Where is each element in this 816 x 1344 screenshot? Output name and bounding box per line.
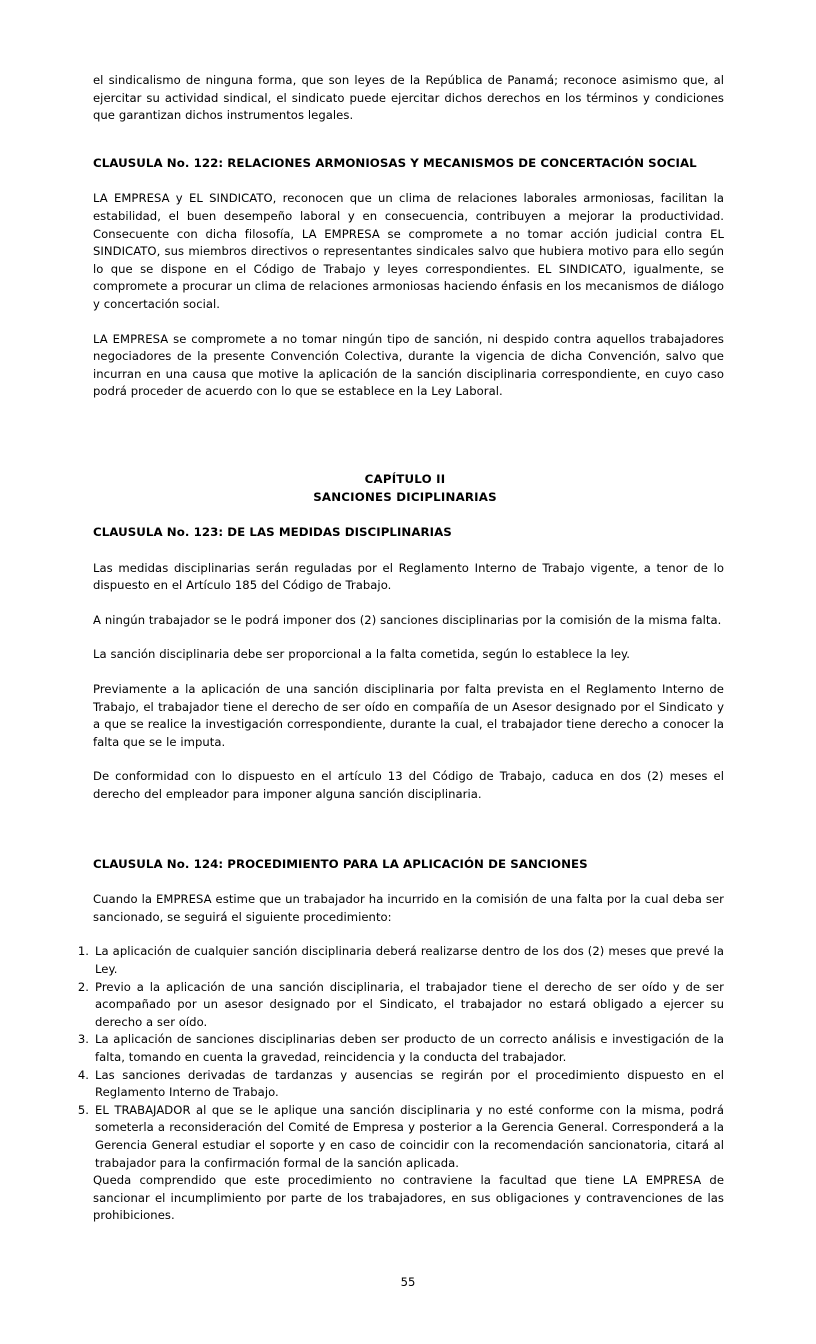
clause-123-paragraph-1: Las medidas disciplinarias serán reguladas por el Reglamento Interno de Trabajo vigente, a tenor de lo dispuesto en el Artículo 185 del Código de Trabajo.: [93, 560, 724, 593]
page-number: 55: [400, 1275, 416, 1289]
spacer: [93, 125, 724, 155]
procedure-list: [69, 943, 724, 1172]
spacer: [93, 629, 724, 646]
chapter-title: SANCIONES DICIPLINARIAS: [313, 489, 497, 504]
clause-124-heading: CLAUSULA No. 124: PROCEDIMIENTO PARA LA APLICACIÓN DE SANCIONES: [93, 856, 588, 871]
spacer: [93, 314, 724, 331]
clause-122-paragraph-1: LA EMPRESA y EL SINDICATO, reconocen que un clima de relaciones laborales armoniosas, facilitan la estabilidad, el buen desempeño laboral y en consecuencia, contribuyen a mejorar la productividad. Consecuente con dicha filosofía, LA EMPRESA se compromete a no tomar acción judicial contra EL SINDICATO, sus miembros directivos o representantes sindicales salvo que hubiera motivo para ello según lo que se dispone en el Código de Trabajo y leyes correspondientes. EL SINDICATO, igualmente, se compromete a procurar un clima de relaciones armoniosas haciendo énfasis en los mecanismos de diálogo y concertación social.: [93, 191, 724, 311]
intro-paragraph: el sindicalismo de ninguna forma, que son leyes de la República de Panamá; reconoce asimismo que, al ejercitar su actividad sindical, el sindicato puede ejercitar dichos derechos en los términos y condiciones que garantizan dichos instrumentos legales.: [93, 73, 724, 123]
spacer: [93, 804, 724, 856]
spacer: [93, 926, 724, 943]
spacer: [93, 873, 724, 891]
clause-122-heading: CLAUSULA No. 122: RELACIONES ARMONIOSAS Y MECANISMOS DE CONCERTACIÓN SOCIAL: [93, 155, 697, 170]
procedure-list-wrapper: [69, 943, 724, 1172]
list-item: La aplicación de sanciones disciplinarias deben ser producto de un correcto análisis e investigación de la falta, tomando en cuenta la gravedad, reincidencia y la conducta del trabajador.: [95, 1032, 724, 1064]
list-item: EL TRABAJADOR al que se le aplique una sanción disciplinaria y no esté conforme con la misma, podrá someterla a reconsideración del Comité de Empresa y posterior a la Gerencia General. Corresponderá a la Gerencia General estudiar el soporte y en caso de coincidir con la recomendación sancionatoria, citará al trabajador para la confirmación formal de la sanción aplicada.: [95, 1102, 724, 1170]
spacer: [93, 542, 724, 560]
spacer: [93, 595, 724, 612]
page-content: [93, 72, 724, 1225]
clause-124-closing-paragraph: Queda comprendido que este procedimiento no contraviene la facultad que tiene LA EMPRESA de sancionar el incumplimiento por parte de los trabajadores, en sus obligaciones y contravenciones de las prohibiciones.: [93, 1173, 724, 1223]
spacer: [93, 172, 724, 190]
spacer: [93, 751, 724, 768]
clause-124-intro-paragraph: Cuando la EMPRESA estime que un trabajador ha incurrido en la comisión de una falta por la cual deba ser sancionado, se seguirá el siguiente procedimiento:: [93, 892, 724, 924]
clause-122-paragraph-2: LA EMPRESA se compromete a no tomar ningún tipo de sanción, ni despido contra aquellos trabajadores negociadores de la presente Convención Colectiva, durante la vigencia de dicha Convención, salvo que incurran en una causa que motive la aplicación de la sanción disciplinaria correspondiente, en cuyo caso podrá proceder de acuerdo con lo que se establece en la Ley Laboral.: [93, 331, 724, 399]
clause-123-paragraph-4: Previamente a la aplicación de una sanción disciplinaria por falta prevista en el Reglamento Interno de Trabajo, el trabajador tiene el derecho de ser oído en compañía de un Asesor designado por el Sindicato y a que se realice la investigación correspondiente, durante la cual, el trabajador tiene derecho a conocer la falta que se le imputa.: [93, 682, 724, 749]
spacer: [93, 401, 724, 471]
spacer: [93, 664, 724, 681]
chapter-heading: [93, 471, 717, 506]
list-item: Las sanciones derivadas de tardanzas y ausencias se regirán por el procedimiento dispuesto en el Reglamento Interno de Trabajo.: [95, 1067, 724, 1100]
clause-123-paragraph-3: La sanción disciplinaria debe ser proporcional a la falta cometida, según lo establece la ley.: [93, 647, 631, 662]
list-item: La aplicación de cualquier sanción disciplinaria deberá realizarse dentro de los dos (2) meses que prevé la Ley.: [95, 944, 724, 976]
clause-123-paragraph-2: A ningún trabajador se le podrá imponer dos (2) sanciones disciplinarias por la comisión de la misma falta.: [93, 612, 722, 627]
clause-123-heading: CLAUSULA No. 123: DE LAS MEDIDAS DISCIPLINARIAS: [93, 525, 452, 540]
list-item: Previo a la aplicación de una sanción disciplinaria, el trabajador tiene el derecho de ser oído y de ser acompañado por un asesor designado por el Sindicato, el trabajador no estará obligado a ejercer su derecho a ser oído.: [95, 979, 724, 1029]
chapter-number: CAPÍTULO II: [364, 471, 446, 486]
spacer: [93, 506, 724, 524]
clause-123-paragraph-5: De conformidad con lo dispuesto en el artículo 13 del Código de Trabajo, caduca en dos (2) meses el derecho del empleador para imponer alguna sanción disciplinaria.: [93, 769, 724, 802]
